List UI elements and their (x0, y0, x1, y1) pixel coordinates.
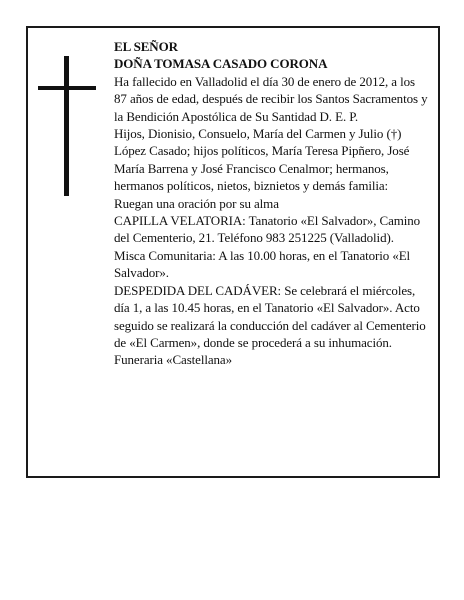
death-notice: Ha fallecido en Valladolid el día 30 de enero de 2012, a los 87 años de edad, después de recibir los Santos Sacramentos y la Bendición Apostólica de Su Santidad D. E. P. (114, 73, 428, 124)
funeral-home: Funeraria «Castellana» (114, 352, 233, 368)
farewell-info: DESPEDIDA DEL CADÁVER: Se celebrará el miércoles, día 1, a las 10.45 horas, en el Tanatorio «El Salvador». Acto seguido se realizará la conducción del cadáver al Cementerio de «El Carmen», donde se procederá a su inhumación. (114, 282, 426, 350)
obituary-text (114, 38, 430, 369)
obituary-title: EL SEÑOR (114, 39, 178, 54)
cross-icon (64, 56, 69, 196)
deceased-name: DOÑA TOMASA CASADO CORONA (114, 56, 328, 72)
prayer-request: Ruegan una oración por su alma (114, 195, 279, 211)
chapel-info: CAPILLA VELATORIA: Tanatorio «El Salvador», Camino del Cementerio, 21. Teléfono 983 251225 (Valladolid). (114, 213, 421, 246)
mass-info: Misca Comunitaria: A las 10.00 horas, en el Tanatorio «El Salvador». (114, 247, 411, 281)
family-list: Hijos, Dionisio, Consuelo, María del Carmen y Julio (†) López Casado; hijos políticos, María Teresa Pipñero, José María Barrena y José Francisco Cenalmor; hermanos, hermanos políticos, nietos, biznietos y demás familia: (114, 126, 410, 194)
cross-icon-crossbar (38, 86, 96, 90)
